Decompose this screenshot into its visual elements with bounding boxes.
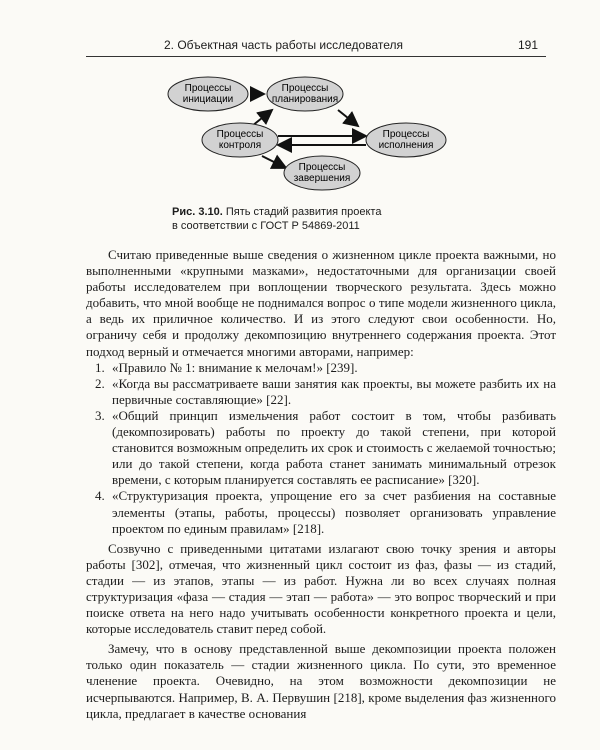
quote-item: 4. «Структуризация проекта, упрощение его за счет разбиения на составные элементы (этапы, работы, процессы) позволяет организовать управление проектом по единым правилам» [218]. — [108, 488, 556, 536]
quote-item: 1. «Правило № 1: внимание к мелочам!» [239]. — [108, 360, 556, 376]
quote-item: 3. «Общий принцип измельчения работ состоит в том, чтобы разбивать (декомпозировать) работы по проекту до такой степени, при которой становится возможным определить их срок и стоимость с желаемой точностью; или до такой степени, когда работа станет занимать минимальный отрезок времени, с которым планируется составлять ее расписание» [320]. — [108, 408, 556, 488]
arrow-control-completion — [262, 156, 286, 168]
process-diagram-svg — [160, 72, 480, 192]
quote-item: 2. «Когда вы рассматриваете ваши занятия как проекты, вы можете разбить их на первичные составляющие» [22]. — [108, 376, 556, 408]
svg-text:контроля: контроля — [218, 140, 262, 151]
paragraph-1: Считаю приведенные выше сведения о жизненном цикле проекта важными, но выполненными «крупными мазками», недостаточными для организации своей работы исследователем при воплощении творческого результата. Здесь можно добавить, что мной вообще не поднимался вопрос о типе модели жизненного цикла, а ведь их приличное количество. И из этого следуют свои особенности. Но, ограничу себя и продолжу декомпозицию внутреннего содержания проекта. Этот подход верный и отмечается многими авторами, например: — [86, 247, 556, 359]
arrow-control-planning — [252, 110, 272, 126]
node-completion — [284, 156, 360, 190]
svg-text:Процессы: Процессы — [184, 83, 232, 94]
node-planning — [267, 77, 343, 111]
node-control — [202, 123, 278, 157]
svg-text:инициации: инициации — [182, 94, 234, 105]
node-execution — [366, 123, 446, 157]
svg-text:завершения: завершения — [293, 173, 351, 184]
process-diagram — [160, 72, 480, 192]
figure-caption-line2: в соответствии с ГОСТ Р 54869-2011 — [172, 220, 360, 232]
svg-text:Процессы: Процессы — [382, 129, 430, 140]
page-number: 191 — [517, 38, 538, 52]
paragraph-2: Созвучно с приведенными цитатами излагают свою точку зрения и авторы работы [302], отмечая, что жизненный цикл состоит из фаз, фазы — из стадий, стадии — из этапов, этапы — из работ. Нужна ли во всех случаях полная структуризация «фаза — стадия — этап — работа» — это вопрос творческий и при поиске ответа на него надо учитывать особенности конкретного проекта и цели, которые исследователь ставит перед собой. — [86, 540, 556, 637]
node-initiation — [168, 77, 248, 111]
body-text — [86, 247, 556, 722]
arrow-planning-execution — [338, 110, 358, 126]
running-header — [86, 36, 546, 57]
svg-text:Процессы: Процессы — [216, 129, 264, 140]
svg-text:Процессы: Процессы — [298, 162, 346, 173]
svg-text:Процессы: Процессы — [281, 83, 329, 94]
quote-list — [86, 360, 556, 537]
figure-caption-line1: Пять стадий развития проекта — [225, 206, 382, 218]
svg-text:исполнения: исполнения — [378, 140, 434, 151]
figure-label: Рис. 3.10. — [172, 206, 223, 218]
paragraph-3: Замечу, что в основу представленной выше декомпозиции проекта положен только один показатель — стадии жизненного цикла. По сути, это временное членение проекта. Очевидно, на этом возможности декомпозиции не исчерпываются. Например, В. А. Первушин [218], кроме выделения фаз жизненного цикла, предлагает в качестве основания — [86, 641, 556, 721]
figure-caption — [172, 205, 472, 233]
chapter-title: 2. Объектная часть работы исследователя — [164, 38, 404, 52]
svg-text:планирования: планирования — [271, 94, 339, 105]
